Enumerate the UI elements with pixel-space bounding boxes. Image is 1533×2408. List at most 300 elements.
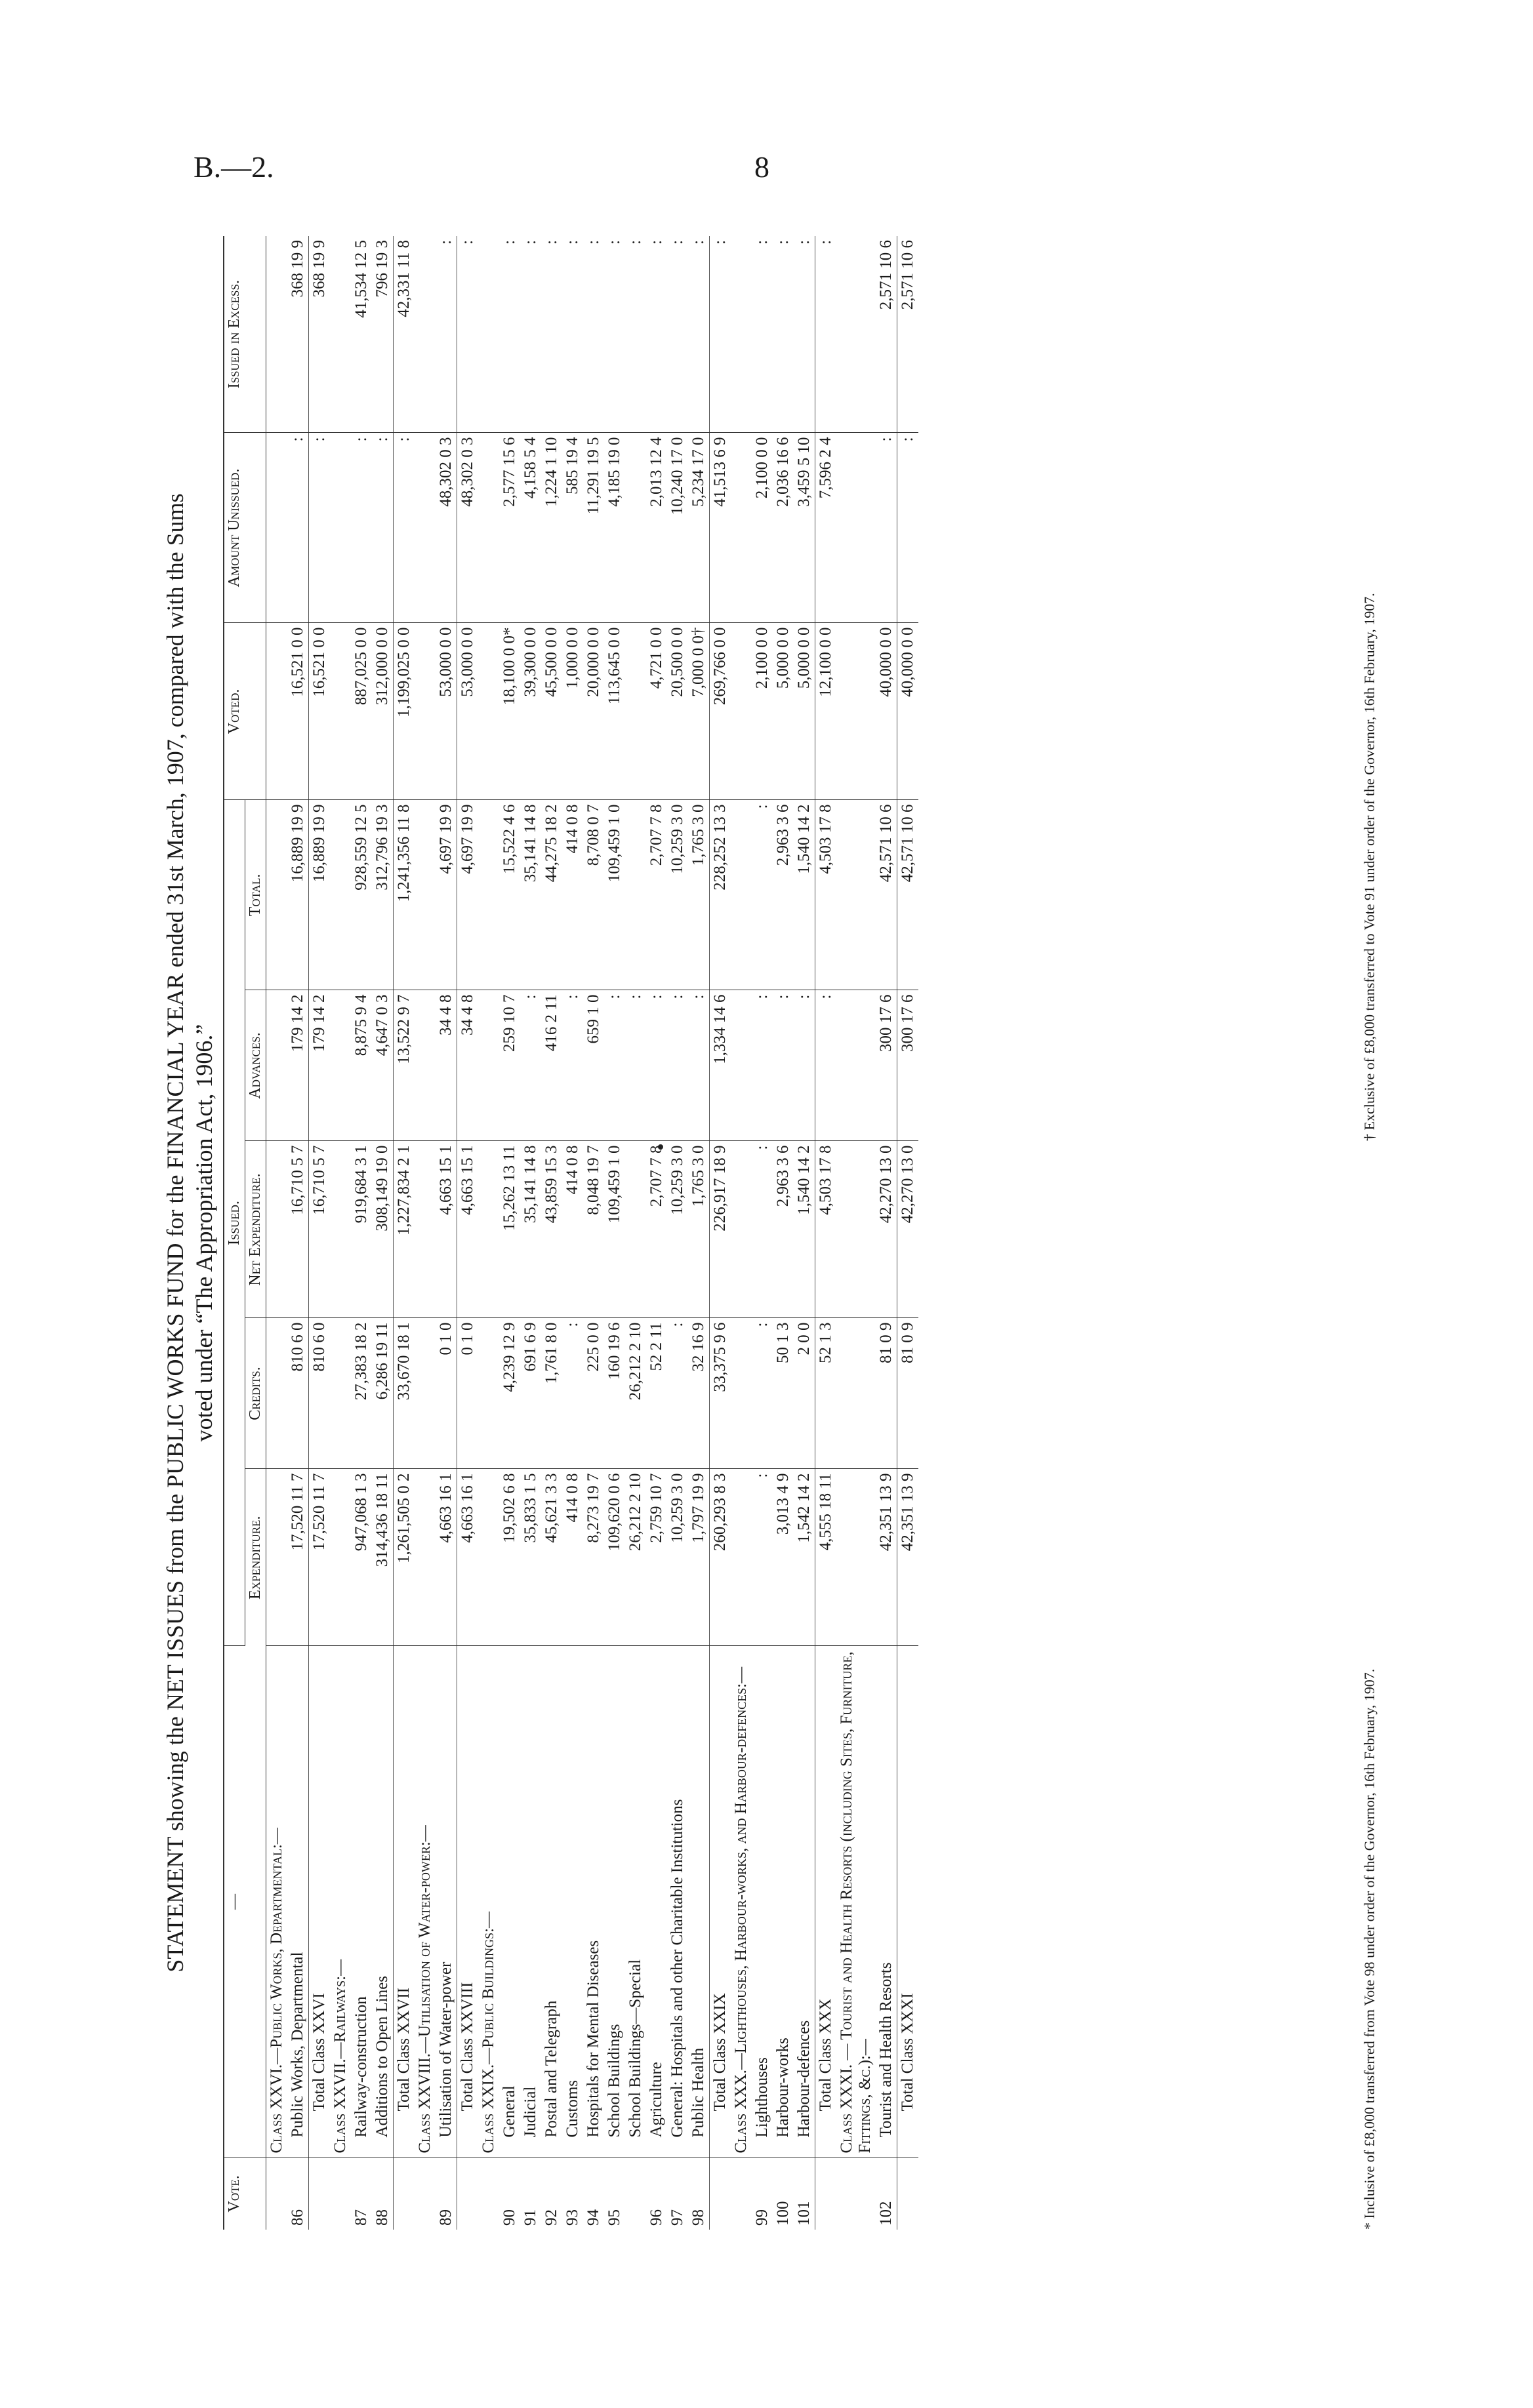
- cell-total: [625, 800, 646, 990]
- cell-expenditure: [415, 1469, 436, 1646]
- table-row: [562, 236, 583, 2230]
- cell-amount-unissued: :: [876, 433, 897, 623]
- cell-credits: 0 1 0: [436, 1318, 457, 1469]
- cell-amount-unissued: [625, 433, 646, 623]
- cell-advances: :: [625, 990, 646, 1141]
- cell-total: 44,275 18 2: [541, 800, 562, 990]
- row-label: Harbour-defences: [794, 1646, 815, 2157]
- cell-advances: :: [646, 990, 667, 1141]
- cell-voted: 269,766 0 0: [710, 623, 731, 800]
- cell-advances: 259 10 7: [499, 990, 520, 1141]
- cell-total: 8,708 0 7: [583, 800, 604, 990]
- vote-number: 92: [542, 2209, 560, 2226]
- cell-issued-in-excess: :: [688, 236, 710, 433]
- row-label: Total Class XXVII: [394, 1646, 415, 2157]
- cell-total: [415, 800, 436, 990]
- cell-issued-in-excess: 368 19 9: [309, 236, 331, 433]
- vote-number: 96: [647, 2209, 665, 2226]
- cell-credits: :: [752, 1318, 773, 1469]
- cell-voted: 4,721 0 0: [646, 623, 667, 800]
- class-heading: Class XXVIII.—Utilisation of Water-power:—: [415, 1646, 436, 2157]
- table-row: [752, 236, 773, 2230]
- cell-total: [266, 800, 288, 990]
- cell-issued-in-excess: 368 19 9: [287, 236, 309, 433]
- vote-number: [897, 2157, 919, 2230]
- cell-net-expenditure: [836, 1141, 876, 1318]
- cell-net-expenditure: 2,963 3 6: [773, 1141, 794, 1318]
- vote-number: 95: [605, 2209, 623, 2226]
- cell-amount-unissued: 41,513 6 9: [710, 433, 731, 623]
- cell-total: 228,252 13 3: [710, 800, 731, 990]
- cell-expenditure: 19,502 6 8: [499, 1469, 520, 1646]
- cell-net-expenditure: [478, 1141, 499, 1318]
- cell-credits: :: [667, 1318, 688, 1469]
- cell-total: 312,796 19 3: [372, 800, 394, 990]
- cell-credits: [330, 1318, 351, 1469]
- cell-credits: [731, 1318, 752, 1469]
- class-heading-row: [415, 236, 436, 2230]
- class-heading: Class XXX.—Lighthouses, Harbour-works, and Harbour-defences:—: [731, 1646, 752, 2157]
- row-label: Tourist and Health Resorts: [876, 1646, 897, 2157]
- footnote-dagger: † Exclusive of £8,000 transferred to Vote 91 under order of the Governor, 16th February, 1907.: [1361, 593, 1378, 1141]
- cell-net-expenditure: 308,149 19 0: [372, 1141, 394, 1318]
- table-row: [372, 236, 394, 2230]
- cell-expenditure: 8,273 19 7: [583, 1469, 604, 1646]
- cell-amount-unissued: 2,577 15 6: [499, 433, 520, 623]
- class-heading-row: [478, 236, 499, 2230]
- col-credits: Credits.: [245, 1318, 266, 1469]
- cell-credits: 52 2 11: [646, 1318, 667, 1469]
- table-row: [794, 236, 815, 2230]
- cell-credits: 6,286 19 11: [372, 1318, 394, 1469]
- cell-total: 2,963 3 6: [773, 800, 794, 990]
- title-line-2: voted under “The Appropriation Act, 1906.”: [191, 1024, 217, 1442]
- cell-voted: 45,500 0 0: [541, 623, 562, 800]
- cell-net-expenditure: 2,707 7 8: [646, 1141, 667, 1318]
- cell-expenditure: 17,520 11 7: [309, 1469, 331, 1646]
- cell-issued-in-excess: :: [457, 236, 479, 433]
- cell-net-expenditure: 226,917 18 9: [710, 1141, 731, 1318]
- vote-number: [478, 2157, 499, 2230]
- cell-issued-in-excess: [266, 236, 288, 433]
- cell-total: [836, 800, 876, 990]
- row-label: Utilisation of Water-power: [436, 1646, 457, 2157]
- cell-credits: 4,239 12 9: [499, 1318, 520, 1469]
- class-heading-row: [731, 236, 752, 2230]
- cell-amount-unissued: 4,158 5 4: [520, 433, 541, 623]
- cell-expenditure: 1,797 19 9: [688, 1469, 710, 1646]
- vote-number: 87: [352, 2209, 370, 2226]
- row-label: Total Class XXVIII: [457, 1646, 479, 2157]
- vote-number: 101: [795, 2201, 813, 2226]
- table-row: [541, 236, 562, 2230]
- cell-voted: 312,000 0 0: [372, 623, 394, 800]
- vote-number: [710, 2157, 731, 2230]
- vote-number: [309, 2157, 331, 2230]
- row-label: Total Class XXX: [815, 1646, 837, 2157]
- cell-expenditure: [330, 1469, 351, 1646]
- cell-amount-unissued: [836, 433, 876, 623]
- vote-number: 93: [563, 2209, 581, 2226]
- cell-total: 42,571 10 6: [897, 800, 919, 990]
- row-label: Total Class XXVI: [309, 1646, 331, 2157]
- row-label: Public Health: [688, 1646, 710, 2157]
- table-row: [876, 236, 897, 2230]
- cell-advances: :: [688, 990, 710, 1141]
- cell-expenditure: 1,261,505 0 2: [394, 1469, 415, 1646]
- cell-total: 4,697 19 9: [457, 800, 479, 990]
- cell-credits: 50 1 3: [773, 1318, 794, 1469]
- cell-expenditure: 26,212 2 10: [625, 1469, 646, 1646]
- cell-credits: 33,375 9 6: [710, 1318, 731, 1469]
- cell-issued-in-excess: :: [773, 236, 794, 433]
- row-label: Public Works, Departmental: [287, 1646, 309, 2157]
- cell-net-expenditure: [266, 1141, 288, 1318]
- cell-issued-in-excess: :: [667, 236, 688, 433]
- cell-voted: 20,500 0 0: [667, 623, 688, 800]
- cell-issued-in-excess: :: [541, 236, 562, 433]
- cell-issued-in-excess: :: [646, 236, 667, 433]
- cell-amount-unissued: 5,234 17 0: [688, 433, 710, 623]
- table-row: [688, 236, 710, 2230]
- cell-advances: [731, 990, 752, 1141]
- cell-advances: :: [752, 990, 773, 1141]
- vote-number: 102: [877, 2201, 895, 2226]
- total-row: [457, 236, 479, 2230]
- cell-net-expenditure: 35,141 14 8: [520, 1141, 541, 1318]
- cell-amount-unissued: 2,100 0 0: [752, 433, 773, 623]
- cell-amount-unissued: 7,596 2 4: [815, 433, 837, 623]
- table-row: [646, 236, 667, 2230]
- cell-net-expenditure: 4,663 15 1: [457, 1141, 479, 1318]
- cell-issued-in-excess: [731, 236, 752, 433]
- vote-number: [266, 2157, 288, 2230]
- row-label: Agriculture: [646, 1646, 667, 2157]
- cell-total: [478, 800, 499, 990]
- cell-net-expenditure: 4,663 15 1: [436, 1141, 457, 1318]
- cell-amount-unissued: :: [372, 433, 394, 623]
- cell-amount-unissued: :: [287, 433, 309, 623]
- cell-credits: 32 16 9: [688, 1318, 710, 1469]
- row-label: Total Class XXXI: [897, 1646, 919, 2157]
- cell-advances: [415, 990, 436, 1141]
- cell-issued-in-excess: :: [520, 236, 541, 433]
- cell-expenditure: 414 0 8: [562, 1469, 583, 1646]
- cell-advances: :: [773, 990, 794, 1141]
- vote-number: [330, 2157, 351, 2230]
- cell-advances: :: [604, 990, 625, 1141]
- cell-advances: 416 2 11: [541, 990, 562, 1141]
- cell-amount-unissued: :: [351, 433, 372, 623]
- cell-credits: [266, 1318, 288, 1469]
- cell-amount-unissued: [415, 433, 436, 623]
- cell-voted: [330, 623, 351, 800]
- cell-total: 1,241,356 11 8: [394, 800, 415, 990]
- cell-total: 42,571 10 6: [876, 800, 897, 990]
- cell-amount-unissued: 3,459 5 10: [794, 433, 815, 623]
- cell-credits: 160 19 6: [604, 1318, 625, 1469]
- cell-expenditure: [836, 1469, 876, 1646]
- cell-voted: [415, 623, 436, 800]
- cell-advances: 34 4 8: [436, 990, 457, 1141]
- row-label: Hospitals for Mental Diseases: [583, 1646, 604, 2157]
- cell-total: 1,765 3 0: [688, 800, 710, 990]
- vote-number: 91: [521, 2209, 539, 2226]
- table-row: [773, 236, 794, 2230]
- vote-number: 94: [584, 2209, 602, 2226]
- cell-net-expenditure: 10,259 3 0: [667, 1141, 688, 1318]
- cell-total: [330, 800, 351, 990]
- vote-number: 98: [689, 2209, 707, 2226]
- row-label: Railway-construction: [351, 1646, 372, 2157]
- cell-amount-unissued: [266, 433, 288, 623]
- cell-issued-in-excess: [330, 236, 351, 433]
- row-label: Customs: [562, 1646, 583, 2157]
- cell-voted: [266, 623, 288, 800]
- vote-number: [836, 2157, 876, 2230]
- cell-issued-in-excess: :: [562, 236, 583, 433]
- cell-credits: [478, 1318, 499, 1469]
- cell-credits: 225 0 0: [583, 1318, 604, 1469]
- footnote-asterisk: * Inclusive of £8,000 transferred from Vote 98 under order of the Governor, 16th February, 1907.: [1361, 1668, 1378, 2230]
- cell-advances: 659 1 0: [583, 990, 604, 1141]
- cell-voted: 7,000 0 0†: [688, 623, 710, 800]
- table-row: [351, 236, 372, 2230]
- cell-advances: 300 17 6: [876, 990, 897, 1141]
- cell-voted: 2,100 0 0: [752, 623, 773, 800]
- col-advances: Advances.: [245, 990, 266, 1141]
- cell-total: 16,889 19 9: [309, 800, 331, 990]
- document-reference: B.—2.: [194, 150, 274, 184]
- cell-credits: 52 1 3: [815, 1318, 837, 1469]
- cell-expenditure: 4,663 16 1: [436, 1469, 457, 1646]
- cell-voted: 40,000 0 0: [897, 623, 919, 800]
- row-label: Additions to Open Lines: [372, 1646, 394, 2157]
- cell-issued-in-excess: [836, 236, 876, 433]
- cell-advances: 179 14 2: [287, 990, 309, 1141]
- cell-net-expenditure: 1,540 14 2: [794, 1141, 815, 1318]
- cell-voted: 1,000 0 0: [562, 623, 583, 800]
- cell-issued-in-excess: :: [794, 236, 815, 433]
- cell-net-expenditure: 43,859 15 3: [541, 1141, 562, 1318]
- cell-amount-unissued: 4,185 19 0: [604, 433, 625, 623]
- cell-total: 928,559 12 5: [351, 800, 372, 990]
- cell-voted: 5,000 0 0: [794, 623, 815, 800]
- vote-number: 88: [373, 2209, 391, 2226]
- total-row: [309, 236, 331, 2230]
- cell-credits: 1,761 8 0: [541, 1318, 562, 1469]
- cell-credits: :: [562, 1318, 583, 1469]
- cell-net-expenditure: 16,710 5 7: [309, 1141, 331, 1318]
- cell-credits: 81 0 9: [897, 1318, 919, 1469]
- table-row: [436, 236, 457, 2230]
- cell-net-expenditure: 109,459 1 0: [604, 1141, 625, 1318]
- title-line-1: STATEMENT showing the NET ISSUES from the PUBLIC WORKS FUND for the FINANCIAL YEAR ended 31st March, 1907, compared with the Sums: [162, 493, 188, 1973]
- cell-amount-unissued: 48,302 0 3: [457, 433, 479, 623]
- cell-issued-in-excess: :: [710, 236, 731, 433]
- cell-expenditure: 1,542 14 2: [794, 1469, 815, 1646]
- cell-voted: 887,025 0 0: [351, 623, 372, 800]
- cell-credits: 33,670 18 1: [394, 1318, 415, 1469]
- table-row: [604, 236, 625, 2230]
- col-vote: Vote.: [224, 2157, 266, 2230]
- cell-net-expenditure: 16,710 5 7: [287, 1141, 309, 1318]
- cell-amount-unissued: [731, 433, 752, 623]
- cell-total: 414 0 8: [562, 800, 583, 990]
- cell-net-expenditure: 42,270 13 0: [876, 1141, 897, 1318]
- cell-issued-in-excess: :: [499, 236, 520, 433]
- cell-voted: 16,521 0 0: [287, 623, 309, 800]
- cell-voted: 1,199,025 0 0: [394, 623, 415, 800]
- table-row: [583, 236, 604, 2230]
- cell-issued-in-excess: [415, 236, 436, 433]
- vote-number: 89: [437, 2209, 455, 2226]
- cell-voted: 18,100 0 0*: [499, 623, 520, 800]
- cell-issued-in-excess: 796 19 3: [372, 236, 394, 433]
- row-label: School Buildings—Special: [625, 1646, 646, 2157]
- class-heading-row: [836, 236, 876, 2230]
- cell-issued-in-excess: :: [583, 236, 604, 433]
- cell-expenditure: [266, 1469, 288, 1646]
- cell-net-expenditure: 4,503 17 8: [815, 1141, 837, 1318]
- cell-expenditure: 314,436 18 11: [372, 1469, 394, 1646]
- cell-net-expenditure: 15,262 13 11: [499, 1141, 520, 1318]
- cell-advances: :: [815, 990, 837, 1141]
- cell-expenditure: 17,520 11 7: [287, 1469, 309, 1646]
- cell-expenditure: 4,663 16 1: [457, 1469, 479, 1646]
- cell-voted: [731, 623, 752, 800]
- cell-expenditure: 3,013 4 9: [773, 1469, 794, 1646]
- cell-advances: 13,522 9 7: [394, 990, 415, 1141]
- cell-issued-in-excess: :: [604, 236, 625, 433]
- table-row: [625, 236, 646, 2230]
- cell-expenditure: 947,068 1 3: [351, 1469, 372, 1646]
- cell-total: 4,697 19 9: [436, 800, 457, 990]
- vote-number: [625, 2157, 646, 2230]
- cell-expenditure: :: [752, 1469, 773, 1646]
- cell-expenditure: 42,351 13 9: [876, 1469, 897, 1646]
- cell-voted: [478, 623, 499, 800]
- row-label: School Buildings: [604, 1646, 625, 2157]
- cell-total: 1,540 14 2: [794, 800, 815, 990]
- cell-advances: [330, 990, 351, 1141]
- row-label: Judicial: [520, 1646, 541, 2157]
- cell-net-expenditure: [415, 1141, 436, 1318]
- cell-credits: 27,383 18 2: [351, 1318, 372, 1469]
- col-description: —: [224, 1646, 266, 2157]
- cell-total: 4,503 17 8: [815, 800, 837, 990]
- row-label: General: Hospitals and other Charitable Institutions: [667, 1646, 688, 2157]
- row-label: Lighthouses: [752, 1646, 773, 2157]
- vote-number: 97: [668, 2209, 686, 2226]
- row-label: Harbour-works: [773, 1646, 794, 2157]
- vote-number: 99: [753, 2209, 771, 2226]
- col-voted: Voted.: [224, 623, 266, 800]
- cell-credits: 0 1 0: [457, 1318, 479, 1469]
- cell-credits: 691 6 9: [520, 1318, 541, 1469]
- class-heading: Class XXVII.—Railways:—: [330, 1646, 351, 2157]
- row-label: General: [499, 1646, 520, 2157]
- cell-total: [731, 800, 752, 990]
- cell-net-expenditure: [330, 1141, 351, 1318]
- cell-issued-in-excess: 2,571 10 6: [876, 236, 897, 433]
- cell-advances: 34 4 8: [457, 990, 479, 1141]
- cell-credits: 810 6 0: [287, 1318, 309, 1469]
- cell-advances: :: [794, 990, 815, 1141]
- class-heading-row: [266, 236, 288, 2230]
- cell-advances: :: [520, 990, 541, 1141]
- cell-advances: :: [562, 990, 583, 1141]
- cell-credits: [836, 1318, 876, 1469]
- vote-number: 86: [289, 2209, 306, 2226]
- cell-expenditure: 35,833 1 5: [520, 1469, 541, 1646]
- cell-expenditure: 260,293 8 3: [710, 1469, 731, 1646]
- cell-advances: [478, 990, 499, 1141]
- cell-expenditure: 4,555 18 11: [815, 1469, 837, 1646]
- cell-voted: [625, 623, 646, 800]
- cell-credits: 810 6 0: [309, 1318, 331, 1469]
- cell-net-expenditure: [625, 1141, 646, 1318]
- cell-amount-unissued: :: [394, 433, 415, 623]
- cell-credits: 26,212 2 10: [625, 1318, 646, 1469]
- cell-amount-unissued: [478, 433, 499, 623]
- col-amount-unissued: Amount Unissued.: [224, 433, 266, 623]
- cell-amount-unissued: [330, 433, 351, 623]
- vote-number: 100: [774, 2201, 792, 2226]
- table-row: [287, 236, 309, 2230]
- table-row: [667, 236, 688, 2230]
- class-heading: Class XXXI. — Tourist and Health Resorts (including Sites, Furniture, Fittings, &c.):—: [836, 1646, 876, 2157]
- cell-expenditure: 10,259 3 0: [667, 1469, 688, 1646]
- cell-advances: 4,647 0 3: [372, 990, 394, 1141]
- cell-issued-in-excess: [478, 236, 499, 433]
- cell-voted: 40,000 0 0: [876, 623, 897, 800]
- cell-issued-in-excess: :: [752, 236, 773, 433]
- col-net-expenditure: Net Expenditure.: [245, 1141, 266, 1318]
- cell-voted: 113,645 0 0: [604, 623, 625, 800]
- total-row: [710, 236, 731, 2230]
- cell-amount-unissued: 2,013 12 4: [646, 433, 667, 623]
- col-expenditure: Expenditure.: [245, 1469, 266, 1646]
- class-heading: Class XXVI.—Public Works, Departmental:—: [266, 1646, 288, 2157]
- cell-advances: 8,875 9 4: [351, 990, 372, 1141]
- cell-expenditure: 45,621 3 3: [541, 1469, 562, 1646]
- cell-voted: [836, 623, 876, 800]
- cell-total: 109,459 1 0: [604, 800, 625, 990]
- vote-number: [731, 2157, 752, 2230]
- cell-net-expenditure: 414 0 8: [562, 1141, 583, 1318]
- cell-net-expenditure: 1,765 3 0: [688, 1141, 710, 1318]
- rotated-statement: [162, 236, 1437, 2230]
- table-row: [520, 236, 541, 2230]
- col-issued-in-excess: Issued in Excess.: [224, 236, 266, 433]
- total-row: [815, 236, 837, 2230]
- class-heading-row: [330, 236, 351, 2230]
- page-number: 8: [754, 150, 769, 184]
- cell-advances: [836, 990, 876, 1141]
- net-issues-table: [223, 236, 918, 2230]
- cell-advances: [266, 990, 288, 1141]
- cell-expenditure: 42,351 13 9: [897, 1469, 919, 1646]
- cell-amount-unissued: :: [309, 433, 331, 623]
- cell-net-expenditure: [731, 1141, 752, 1318]
- total-row: [394, 236, 415, 2230]
- cell-issued-in-excess: :: [436, 236, 457, 433]
- cell-advances: :: [667, 990, 688, 1141]
- cell-amount-unissued: :: [897, 433, 919, 623]
- cell-issued-in-excess: 2,571 10 6: [897, 236, 919, 433]
- cell-amount-unissued: 585 19 4: [562, 433, 583, 623]
